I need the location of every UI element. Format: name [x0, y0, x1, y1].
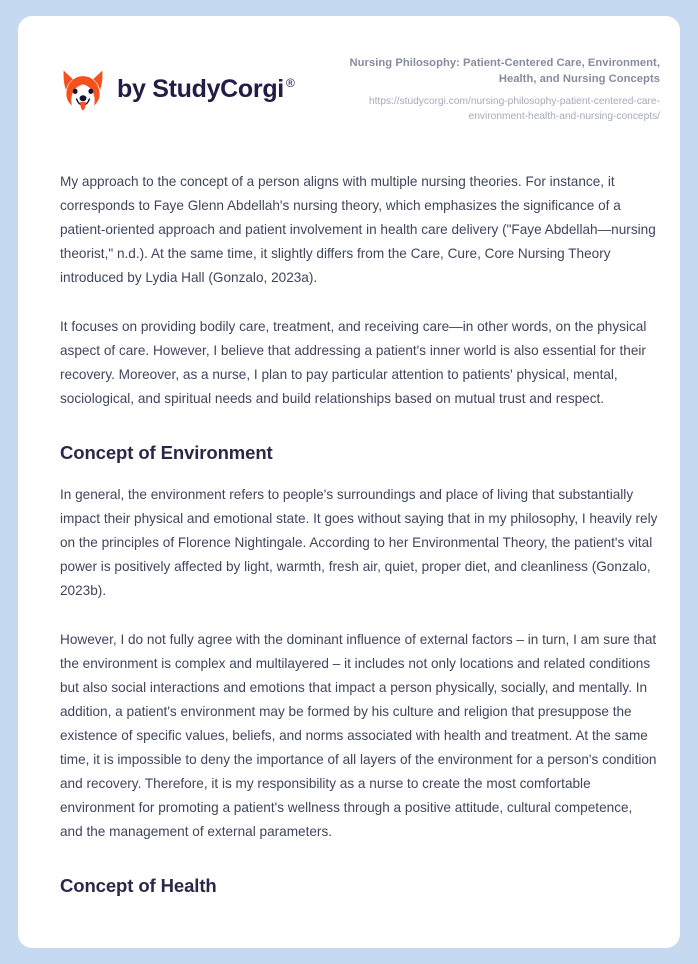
document-body	[18, 170, 680, 897]
para-3: In general, the environment refers to people's surroundings and place of living that substantially impact their physical and emotional state. It goes without saying that in my philosophy, I heavily rely on the principles of Florence Nightingale. According to her Environmental Theory, the patient's vital power is positively affected by light, warmth, fresh air, quiet, proper diet, and cleanliness (Gonzalo, 2023b).	[60, 487, 658, 599]
para-4: However, I do not fully agree with the dominant influence of external factors – in turn, I am sure that the environment is complex and multilayered – it includes not only locations and related conditions but also social interactions and emotions that impact a person physically, socially, and mentally. In addition, a patient's environment may be formed by his culture and religion that presuppose the existence of specific values, beliefs, and norms associated with health and treatment. At the same time, it is impossible to deny the importance of all layers of the environment for a person's condition and recovery. Therefore, it is my responsibility as a nurse to create the most comfortable environment for promoting a patient's wellness through a positive attitude, cultural competence, and the management of external parameters.	[60, 632, 657, 840]
brand-name-text: by StudyCorgi	[117, 74, 284, 103]
heading-environment: Concept of Environment	[60, 442, 273, 464]
heading-health: Concept of Health	[60, 875, 217, 897]
document-title: Nursing Philosophy: Patient-Centered Care, Environment, Health, and Nursing Concepts	[349, 57, 660, 85]
document-header	[18, 16, 680, 124]
registered-trademark-icon: ®	[285, 76, 295, 91]
corgi-logo-icon	[60, 66, 106, 112]
document-source-url: https://studycorgi.com/nursing-philosophy-patient-centered-care-environment-health-and-nursing-concepts/	[368, 95, 660, 122]
para-1: My approach to the concept of a person aligns with multiple nursing theories. For instance, it corresponds to Faye Glenn Abdellah's nursing theory, which emphasizes the significance of a patient-oriented approach and patient involvement in health care delivery ("Faye Abdellah—nursing theorist," n.d.). At the same time, it slightly differs from the Care, Cure, Core Nursing Theory introduced by Lydia Hall (Gonzalo, 2023a).	[60, 174, 656, 286]
document-meta	[295, 56, 661, 124]
brand-lockup	[60, 56, 295, 112]
para-2: It focuses on providing bodily care, treatment, and receiving care—in other words, on the physical aspect of care. However, I believe that addressing a patient's inner world is also essential for their recovery. Moreover, as a nurse, I plan to pay particular attention to patients' physical, mental, sociological, and spiritual needs and build relationships based on mutual trust and respect.	[60, 319, 647, 407]
brand-wordmark	[117, 75, 295, 104]
document-page-card	[18, 16, 680, 948]
